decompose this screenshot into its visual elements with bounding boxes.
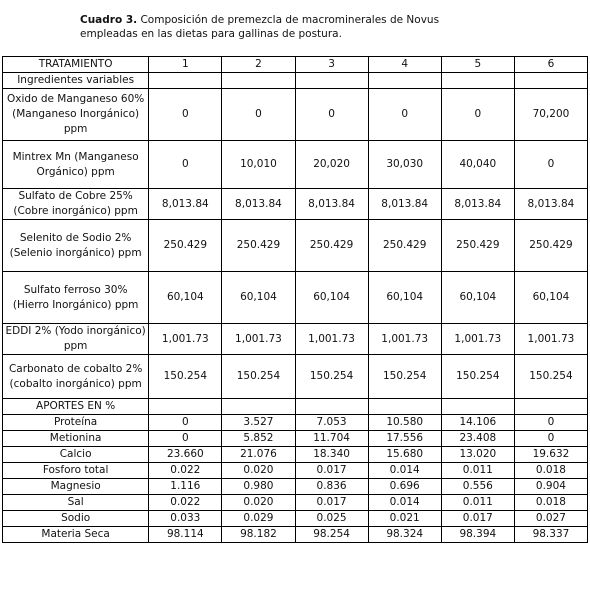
composition-table: [2, 56, 588, 543]
section-row: [3, 73, 588, 89]
value-cell: 23.408: [441, 431, 514, 447]
value-cell: 0.011: [441, 495, 514, 511]
value-cell: 8,013.84: [368, 189, 441, 220]
table-caption: [80, 13, 500, 41]
value-cell: 0: [149, 431, 222, 447]
row-label: Calcio: [3, 447, 149, 463]
value-cell: 150.254: [514, 355, 587, 399]
row-label: Carbonato de cobalto 2% (cobalto inorgánico) ppm: [3, 355, 149, 399]
value-cell: 15.680: [368, 447, 441, 463]
value-cell: 0.020: [222, 463, 295, 479]
value-cell: 8,013.84: [441, 189, 514, 220]
value-cell: 17.556: [368, 431, 441, 447]
value-cell: 0: [441, 89, 514, 141]
value-cell: 1,001.73: [368, 324, 441, 355]
row-label: Sodio: [3, 511, 149, 527]
table-row: [3, 415, 588, 431]
value-cell: 1,001.73: [441, 324, 514, 355]
value-cell: 250.429: [222, 220, 295, 272]
section-title-aportes: APORTES EN %: [3, 399, 149, 415]
value-cell: 8,013.84: [149, 189, 222, 220]
value-cell: 0.021: [368, 511, 441, 527]
header-cell: 6: [514, 57, 587, 73]
value-cell: 0: [514, 415, 587, 431]
value-cell: 0: [514, 141, 587, 189]
table-row: [3, 447, 588, 463]
value-cell: 1,001.73: [295, 324, 368, 355]
value-cell: 60,104: [149, 272, 222, 324]
value-cell: 150.254: [295, 355, 368, 399]
value-cell: 98.324: [368, 527, 441, 543]
value-cell: 150.254: [441, 355, 514, 399]
value-cell: 0: [149, 415, 222, 431]
value-cell: 0.836: [295, 479, 368, 495]
value-cell: 250.429: [441, 220, 514, 272]
table-row: [3, 431, 588, 447]
value-cell: 98.337: [514, 527, 587, 543]
value-cell: 0: [514, 431, 587, 447]
value-cell: 60,104: [441, 272, 514, 324]
row-label: Proteína: [3, 415, 149, 431]
value-cell: 3.527: [222, 415, 295, 431]
value-cell: 0.017: [295, 495, 368, 511]
value-cell: 98.394: [441, 527, 514, 543]
value-cell: 250.429: [149, 220, 222, 272]
value-cell: 8,013.84: [295, 189, 368, 220]
value-cell: 1,001.73: [149, 324, 222, 355]
table-row: [3, 479, 588, 495]
value-cell: 0.033: [149, 511, 222, 527]
value-cell: 0.017: [295, 463, 368, 479]
header-cell: TRATAMIENTO: [3, 57, 149, 73]
value-cell: 0: [149, 89, 222, 141]
value-cell: 150.254: [222, 355, 295, 399]
table-row: [3, 324, 588, 355]
value-cell: 0.018: [514, 495, 587, 511]
value-cell: 13.020: [441, 447, 514, 463]
value-cell: 1.116: [149, 479, 222, 495]
value-cell: 20,020: [295, 141, 368, 189]
value-cell: 0.011: [441, 463, 514, 479]
value-cell: 0.980: [222, 479, 295, 495]
row-label: Sal: [3, 495, 149, 511]
table-row: [3, 272, 588, 324]
caption-label: Cuadro 3.: [80, 14, 138, 26]
value-cell: 150.254: [368, 355, 441, 399]
value-cell: 10.580: [368, 415, 441, 431]
value-cell: 8,013.84: [514, 189, 587, 220]
value-cell: 0.025: [295, 511, 368, 527]
row-label: Magnesio: [3, 479, 149, 495]
value-cell: 5.852: [222, 431, 295, 447]
section-title-ingredientes: Ingredientes variables: [3, 73, 149, 89]
value-cell: 0.904: [514, 479, 587, 495]
header-cell: 3: [295, 57, 368, 73]
value-cell: 250.429: [514, 220, 587, 272]
value-cell: 8,013.84: [222, 189, 295, 220]
value-cell: 60,104: [514, 272, 587, 324]
value-cell: 60,104: [368, 272, 441, 324]
value-cell: 98.114: [149, 527, 222, 543]
value-cell: 10,010: [222, 141, 295, 189]
value-cell: 0: [149, 141, 222, 189]
table-row: [3, 355, 588, 399]
value-cell: 23.660: [149, 447, 222, 463]
row-label: Materia Seca: [3, 527, 149, 543]
table-row: [3, 189, 588, 220]
table-row: [3, 511, 588, 527]
value-cell: 250.429: [368, 220, 441, 272]
value-cell: 60,104: [222, 272, 295, 324]
value-cell: 7.053: [295, 415, 368, 431]
table-row: [3, 463, 588, 479]
value-cell: 98.182: [222, 527, 295, 543]
value-cell: 40,040: [441, 141, 514, 189]
value-cell: 150.254: [149, 355, 222, 399]
value-cell: 250.429: [295, 220, 368, 272]
table-row: [3, 141, 588, 189]
value-cell: 14.106: [441, 415, 514, 431]
row-label: Oxido de Manganeso 60% (Manganeso Inorgánico) ppm: [3, 89, 149, 141]
row-label: Sulfato de Cobre 25% (Cobre inorgánico) ppm: [3, 189, 149, 220]
value-cell: 0.029: [222, 511, 295, 527]
header-cell: 4: [368, 57, 441, 73]
value-cell: 0.022: [149, 463, 222, 479]
value-cell: 60,104: [295, 272, 368, 324]
value-cell: 0.014: [368, 495, 441, 511]
value-cell: 0.696: [368, 479, 441, 495]
value-cell: 98.254: [295, 527, 368, 543]
value-cell: 0: [222, 89, 295, 141]
value-cell: 0.018: [514, 463, 587, 479]
value-cell: 1,001.73: [222, 324, 295, 355]
value-cell: 30,030: [368, 141, 441, 189]
value-cell: 0: [295, 89, 368, 141]
value-cell: 19.632: [514, 447, 587, 463]
table-row: [3, 495, 588, 511]
header-cell: 5: [441, 57, 514, 73]
value-cell: 0.022: [149, 495, 222, 511]
value-cell: 70,200: [514, 89, 587, 141]
value-cell: 0.020: [222, 495, 295, 511]
value-cell: 11.704: [295, 431, 368, 447]
table-row: [3, 220, 588, 272]
value-cell: 0.027: [514, 511, 587, 527]
row-label: Fosforo total: [3, 463, 149, 479]
header-row: [3, 57, 588, 73]
value-cell: 0.014: [368, 463, 441, 479]
value-cell: 0: [368, 89, 441, 141]
section-row: [3, 399, 588, 415]
row-label: Sulfato ferroso 30% (Hierro Inorgánico) ppm: [3, 272, 149, 324]
row-label: Selenito de Sodio 2% (Selenio inorgánico) ppm: [3, 220, 149, 272]
table-row: [3, 527, 588, 543]
value-cell: 21.076: [222, 447, 295, 463]
header-cell: 1: [149, 57, 222, 73]
header-cell: 2: [222, 57, 295, 73]
row-label: Mintrex Mn (Manganeso Orgánico) ppm: [3, 141, 149, 189]
value-cell: 0.556: [441, 479, 514, 495]
value-cell: 0.017: [441, 511, 514, 527]
row-label: EDDI 2% (Yodo inorgánico) ppm: [3, 324, 149, 355]
caption-text: Composición de premezcla de macrominerales de Novus empleadas en las dietas para gallinas de postura.: [80, 14, 440, 40]
table-row: [3, 89, 588, 141]
value-cell: 18.340: [295, 447, 368, 463]
value-cell: 1,001.73: [514, 324, 587, 355]
row-label: Metionina: [3, 431, 149, 447]
